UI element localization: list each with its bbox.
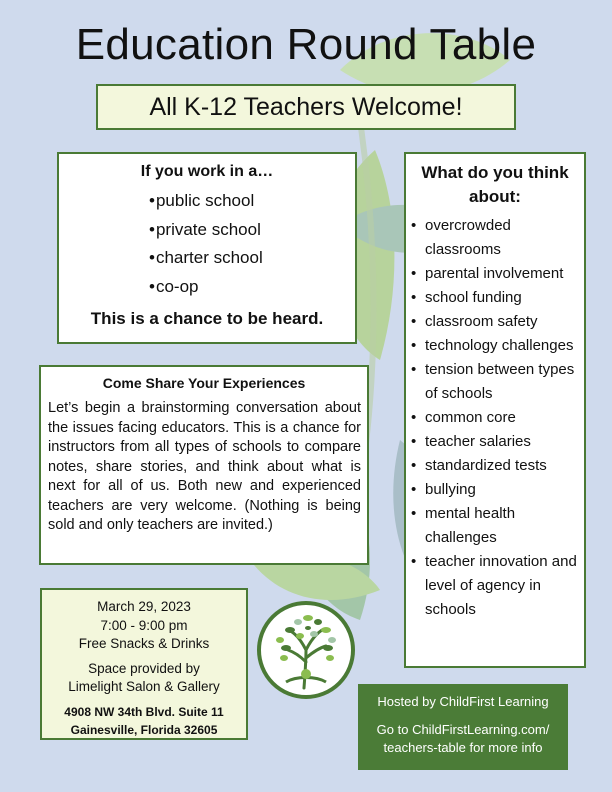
list-item: • parental involvement bbox=[425, 262, 580, 286]
list-item: • co-op bbox=[149, 273, 355, 302]
list-item: • common core bbox=[425, 406, 580, 430]
address-line1: 4908 NW 34th Blvd. Suite 11 bbox=[64, 704, 224, 719]
think-about-heading bbox=[406, 161, 584, 209]
list-item: • charter school bbox=[149, 244, 355, 273]
school-type-list bbox=[149, 187, 355, 301]
think-heading-line2: about: bbox=[469, 187, 521, 206]
share-heading: Come Share Your Experiences bbox=[102, 375, 306, 391]
share-experiences-box bbox=[39, 365, 369, 565]
event-space-line1: Space provided by bbox=[88, 660, 200, 676]
list-item: • public school bbox=[149, 187, 355, 216]
list-item: • teacher salaries bbox=[425, 430, 580, 454]
event-space-line2: Limelight Salon & Gallery bbox=[68, 679, 220, 694]
list-item: • teacher innovation and level of agency in schools bbox=[425, 550, 580, 622]
event-time: 7:00 - 9:00 pm bbox=[100, 617, 188, 633]
list-item: • mental health challenges bbox=[425, 502, 580, 550]
event-details-box bbox=[40, 588, 248, 740]
page-title: Education Round Table bbox=[75, 20, 537, 69]
list-item: • bullying bbox=[425, 478, 580, 502]
list-item: • school funding bbox=[425, 286, 580, 310]
work-in-heading: If you work in a… bbox=[140, 163, 274, 180]
list-item: • private school bbox=[149, 216, 355, 245]
subtitle-banner: All K-12 Teachers Welcome! bbox=[96, 84, 516, 130]
event-date: March 29, 2023 bbox=[97, 599, 191, 614]
more-info-text bbox=[358, 721, 568, 757]
more-info-line2: teachers-table for more info bbox=[383, 740, 543, 755]
share-body-text: Let’s begin a brainstorming conversation about the issues facing educators. This is a chance for instructors from all types of schools to compare notes, share stories, and think about what is next for all of us. Both new and experienced teachers are very welcome. (Nothing is being sold and only teachers are invited.) bbox=[48, 400, 361, 533]
list-item: • overcrowded classrooms bbox=[425, 214, 580, 262]
list-item: • tension between types of schools bbox=[425, 358, 580, 406]
hosted-by-text: Hosted by ChildFirst Learning bbox=[377, 694, 549, 709]
topic-list bbox=[406, 214, 584, 622]
chance-to-be-heard: This is a chance to be heard. bbox=[90, 309, 324, 328]
list-item: • technology challenges bbox=[425, 334, 580, 358]
list-item: • standardized tests bbox=[425, 454, 580, 478]
work-in-box bbox=[57, 152, 357, 344]
think-about-box bbox=[404, 152, 586, 668]
hosted-by-box bbox=[358, 684, 568, 770]
address-line2: Gainesville, Florida 32605 bbox=[70, 722, 218, 737]
tree-icon bbox=[256, 600, 356, 700]
event-snacks: Free Snacks & Drinks bbox=[78, 636, 210, 651]
think-heading-line1: What do you think bbox=[421, 163, 569, 182]
event-address bbox=[42, 703, 246, 739]
list-item: • classroom safety bbox=[425, 310, 580, 334]
more-info-line1: Go to ChildFirstLearning.com/ bbox=[376, 722, 550, 737]
